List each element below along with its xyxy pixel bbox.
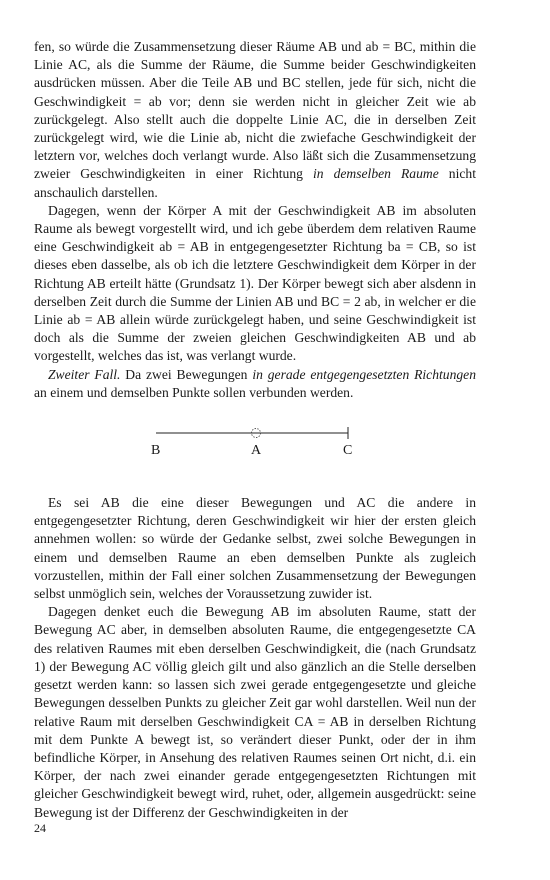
text-run: an einem und demselben Punkte sollen verbunden werden. [34, 384, 354, 400]
page-number: 24 [34, 821, 46, 835]
italic-text: in demselben Raume [312, 166, 439, 182]
page-body [34, 38, 476, 822]
text-run: Da zwei Bewegungen [120, 366, 253, 382]
paragraph [34, 366, 476, 402]
text-run: nicht anschaulich darstellen. [34, 166, 476, 200]
label-a: A [251, 443, 262, 459]
paragraph [34, 202, 476, 366]
paragraph [34, 494, 476, 603]
paragraph [34, 603, 476, 821]
text-block-bottom [34, 494, 476, 822]
text-block-top [34, 38, 476, 402]
paragraph [34, 38, 476, 202]
text-run: Es sei AB die eine dieser Bewegungen und AC die andere in entgegengesetzter Richtung, deren Geschwindigkeit wir hier der ersten gleich annehmen wollen: so würde der Gedanke selbst, zwei solche Bewegungen in einem und demselben Raume an eben demselben Punkte als zugleich vorzustellen, mithin der Fall einer solchen Zusammensetzung der Bewegungen selbst unmöglich sein, welches der Voraussetzung zuwider ist. [34, 495, 476, 602]
italic-text: Zweiter Fall. [48, 366, 121, 382]
text-run: Dagegen denket euch die Bewegung AB im absoluten Raume, statt der Bewegung AC aber, in demselben absoluten Raume, die entgegengesetzte CA des relativen Raumes mit eben derselben Geschwindigkeit, die (nach Grundsatz 1) der Bewegung AC völlig gleich gilt und also gänzlich an die Stelle derselben gesetzt werden kann: so lassen sich zwei gerade entgegengesetzte und gleiche Bewegungen desselben Punkts zu gleicher Zeit gar wohl darstellen. Weil nun der relative Raum mit derselben Geschwindigkeit CA = AB in derselben Richtung mit dem Punkte A bewegt ist, so verändert dieser Punkt, oder der in ihm befindliche Körper, in Ansehung des relativen Raumes seinen Ort nicht, d.i. ein Körper, der nach zwei einander gerade entgegengesetzten Richtungen mit gleicher Geschwindigkeit bewegt wird, ruhet, oder, allgemein ausgedrückt: seine Bewegung ist der Differenz der Geschwindigkeiten in der [34, 604, 476, 820]
label-c: C [343, 443, 353, 459]
label-b: B [151, 443, 161, 459]
text-run: Dagegen, wenn der Körper A mit der Geschwindigkeit AB im absoluten Raume als bewegt vorgestellt wird, und ich gebe überdem dem relativen Raume eine Geschwindigkeit ab = AB in entgegengesetzter Richtung ba = CB, so ist dieses eben dasselbe, als ob ich die letztere Geschwindigkeit dem Körper in der Richtung AB erteilt hätte (Grundsatz 1). Der Körper bewegt sich aber alsdenn in derselben Zeit durch die Summe der Linien AB und BC = 2 ab, in welcher er die Linie ab = AB allein würde zurückgelegt haben, und seine Geschwindigkeit ist doch als die Summe der zweien gleichen Geschwindigkeiten AB und ab vorgestellt, welches das ist, was verlangt wurde. [34, 202, 476, 364]
text-run: fen, so würde die Zusammensetzung dieser Räume AB und ab = BC, mithin die Linie AC, als die Summe der Räume, die Summe beider Geschwindigkeiten ausdrücken müssen. Aber die Teile AB und BC stellen, jede für sich, nicht die Geschwindigkeit = ab vor; denn sie werden nicht in gleicher Zeit wie ab zurückgelegt. Also stellt auch die doppelte Linie AC, die in derselben Zeit zurückgelegt wird, wie die Linie ab, nicht die zwiefache Geschwindigkeit der letztern vor, welches doch verlangt wurde. Also läßt sich die Zusammensetzung zweier Geschwindigkeiten in einer Richtung [34, 39, 476, 182]
figure-line-diagram [34, 402, 476, 494]
italic-text: in gerade entgegengesetzten Richtungen [252, 366, 476, 382]
